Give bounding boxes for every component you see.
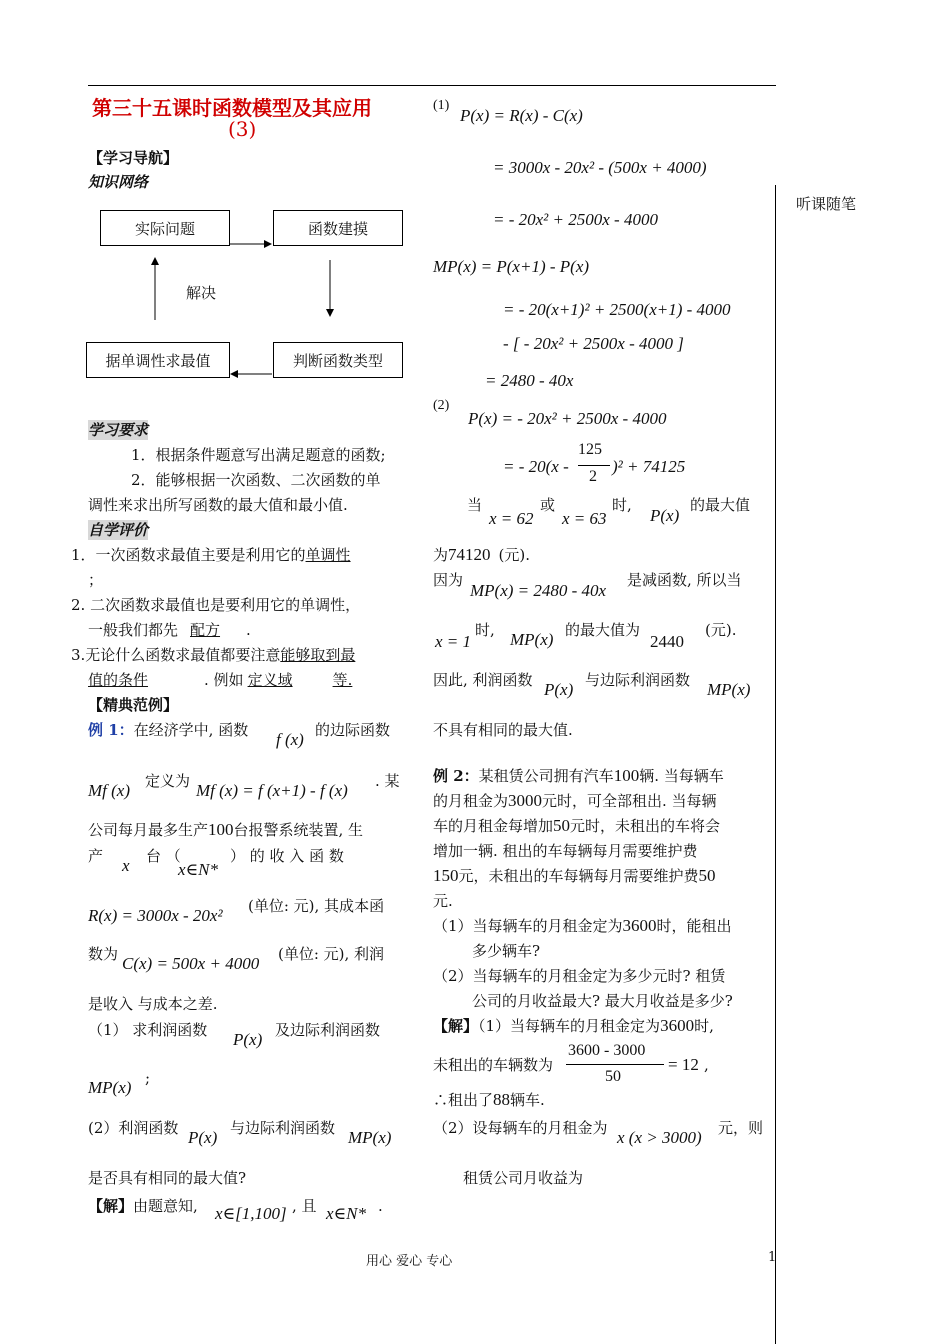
self-1-end: ；: [88, 571, 104, 589]
because: 因为: [433, 571, 464, 589]
flow-label-solve: 解决: [186, 284, 217, 302]
ex1-x: x: [122, 856, 130, 875]
ex1-line1b: 的边际函数: [315, 721, 391, 739]
ex1-q1-P: P(x): [233, 1030, 263, 1049]
ex1-C-unit: (单位: 元), 利润: [278, 945, 385, 963]
ex1-cost-label: 数为: [88, 945, 119, 963]
profit-eq1: P(x) = R(x) - C(x): [460, 106, 583, 125]
mp-eq3: - [ - 20x² + 2500x - 4000 ]: [503, 334, 684, 353]
ex2-s1: 【解】（1）当每辆车的月租金定为3600时,: [433, 1016, 714, 1035]
ex1-defined: 定义为: [145, 772, 191, 790]
ex2-line3: 车的月租金每增加50元时，未租出的车将会: [433, 816, 721, 835]
ex2-line2: 的月租金为3000元时，可全部租出. 当每辆: [433, 791, 717, 810]
ex1-q2-MP: MP(x): [348, 1128, 392, 1147]
ex2-s4-end: 元，则: [718, 1119, 764, 1137]
q-eq2a: = - 20(x -: [503, 457, 569, 476]
ex1-q2a: (2）利润函数: [88, 1119, 179, 1137]
ex2-line5: 150元，未租出的车每辆每月需要维护费50: [433, 866, 716, 885]
MP-def: MP(x) = 2480 - 40x: [470, 581, 607, 600]
section-guide: 【学习导航】: [88, 149, 179, 167]
sol-part1: (1): [433, 98, 450, 113]
q-frac-den: 2: [589, 468, 597, 485]
x62: x = 62: [489, 509, 534, 528]
ex2-line6: 元.: [433, 892, 453, 910]
footer-motto: 用心 爱心 专心: [366, 1254, 453, 1269]
ex1-profit-def: 是收入 与成本之差.: [88, 995, 218, 1013]
ex2-line4: 增加一辆. 租出的车每辆每月需要维护费: [433, 842, 698, 860]
flow-box-find-extremum: 据单调性求最值: [86, 342, 230, 378]
req-2a: 2．能够根据一次函数、二次函数的单: [131, 471, 381, 489]
sol-end: .: [378, 1197, 383, 1215]
ex1-fx: f (x): [276, 730, 304, 749]
time1: 时,: [612, 496, 632, 514]
ex2-q1a: （1）当每辆车的月租金定为3600时，能租出: [433, 916, 732, 935]
ex1-xN: x∈N*: [178, 860, 218, 879]
ex2-frac-num: 3600 - 3000: [568, 1042, 646, 1059]
not-same: 不具有相同的最大值.: [433, 721, 573, 739]
ex1-q1a: （1） 求利润函数: [88, 1021, 208, 1039]
ex2-comma: ,: [704, 1056, 709, 1074]
q-frac-bar: [578, 465, 610, 466]
section-requirements: 学习要求: [88, 421, 149, 439]
ex2-frac-bar: [566, 1064, 664, 1065]
page-title-sub: (3): [228, 117, 257, 141]
sol-and: , 且: [292, 1197, 317, 1215]
ex2-frac-den: 50: [605, 1068, 621, 1085]
or: 或: [540, 496, 556, 514]
ex1-q2b: 与边际利润函数: [230, 1119, 336, 1137]
with: 与边际利润函数: [585, 671, 691, 689]
flow-box-judge-type: 判断函数类型: [273, 342, 403, 378]
side-note: 听课随笔: [796, 195, 857, 213]
thus: 因此, 利润函数: [433, 671, 533, 689]
mp-eq2: = - 20(x+1)² + 2500(x+1) - 4000: [503, 300, 731, 319]
page-number: 1: [768, 1250, 777, 1265]
ex1-q2c: 是否具有相同的最大值?: [88, 1169, 247, 1187]
Px-thus: P(x): [544, 680, 574, 699]
self-2a: 2. 二次函数求最值也是要利用它的单调性，: [71, 596, 361, 614]
ex1-C: C(x) = 500x + 4000: [122, 954, 260, 973]
ex1-R: R(x) = 3000x - 20x²: [88, 906, 223, 925]
MPx-max: MP(x): [510, 630, 554, 649]
flow-box-real-problem: 实际问题: [100, 210, 230, 246]
ex2-q2b: 公司的月收益最大? 最大月收益是多少?: [472, 992, 733, 1010]
sol-xN: x∈N*: [326, 1204, 366, 1223]
page-title: 第三十五课时函数模型及其应用: [92, 96, 372, 120]
section-network: 知识网络: [88, 173, 149, 191]
q-eq2b: )² + 74125: [612, 457, 686, 476]
x63: x = 63: [562, 509, 607, 528]
ex1-q1-MP: MP(x): [88, 1078, 132, 1097]
ex1-line1: 例 1：在经济学中, 函数: [88, 721, 249, 739]
profit-eq2: = 3000x - 20x² - (500x + 4000): [493, 158, 707, 177]
max-is: 为74120 (元).: [433, 545, 530, 564]
ex2-line1: 例 2：某租赁公司拥有汽车100辆. 当每辆车: [433, 766, 724, 785]
self-2b: 一般我们都先 配方 .: [88, 621, 251, 639]
ex2-s2: 未租出的车辆数为: [433, 1056, 554, 1074]
ex1-line3: 公司每月最多生产100台报警系统装置, 生: [88, 820, 364, 839]
ex1-q1c: ;: [145, 1069, 151, 1087]
sol-domain: x∈[1,100]: [215, 1204, 287, 1223]
self-1: 1．一次函数求最值主要是利用它的单调性: [71, 546, 351, 564]
ex2-s5: 租赁公司月收益为: [463, 1169, 584, 1187]
time2: 时,: [475, 621, 495, 639]
self-3a: 3.无论什么函数求最值都要注意能够取到最: [71, 646, 356, 664]
decreasing: 是减函数, 所以当: [627, 571, 742, 589]
mp-eq1: MP(x) = P(x+1) - P(x): [433, 257, 590, 276]
ex2-q2a: （2）当每辆车的月租金定为多少元时? 租赁: [433, 967, 726, 985]
ex1-q2-P: P(x): [188, 1128, 218, 1147]
ex2-s4: （2）设每辆车的月租金为: [433, 1119, 608, 1137]
ex1-tai: 台 （: [146, 847, 181, 865]
mp-eq4: = 2480 - 40x: [485, 371, 574, 390]
max-value2: 的最大值为: [565, 621, 641, 639]
req-2b: 调性来求出所写函数的最大值和最小值.: [88, 496, 348, 514]
ex1-def: Mf (x) = f (x+1) - f (x): [196, 781, 348, 800]
self-3b: 值的条件 . 例如 定义域 等.: [88, 671, 353, 689]
when: 当: [467, 496, 483, 514]
q-frac-num: 125: [578, 441, 602, 458]
sol-part2: (2): [433, 398, 450, 413]
val-2440: 2440: [650, 632, 684, 651]
yuan2: (元).: [705, 621, 737, 639]
ex2-eq12: = 12: [668, 1055, 699, 1074]
max-value: 的最大值: [690, 496, 751, 514]
Px-max: P(x): [650, 506, 680, 525]
ex1-income: ） 的 收 入 函 数: [230, 847, 344, 865]
flow-box-modeling: 函数建摸: [273, 210, 403, 246]
ex1-q1b: 及边际利润函数: [275, 1021, 381, 1039]
ex2-s4-x: x (x > 3000): [617, 1128, 702, 1147]
ex1-mou: . 某: [375, 772, 400, 790]
MPx-thus: MP(x): [707, 680, 751, 699]
ex1-Mf: Mf (x): [88, 781, 131, 800]
x-eq-1: x = 1: [435, 632, 472, 651]
profit-eq3: = - 20x² + 2500x - 4000: [493, 210, 658, 229]
ex2-q1b: 多少辆车?: [472, 942, 541, 960]
q-eq1: P(x) = - 20x² + 2500x - 4000: [468, 409, 667, 428]
section-self-eval: 自学评价: [88, 521, 149, 539]
ex1-R-unit: (单位: 元), 其成本函: [248, 897, 385, 915]
ex2-s3: ∴租出了88辆车.: [433, 1090, 545, 1109]
sol-line: 【解】由题意知,: [88, 1197, 198, 1215]
section-examples: 【精典范例】: [88, 696, 179, 714]
ex1-produce: 产: [88, 847, 104, 865]
req-1: 1．根据条件题意写出满足题意的函数;: [131, 446, 386, 464]
